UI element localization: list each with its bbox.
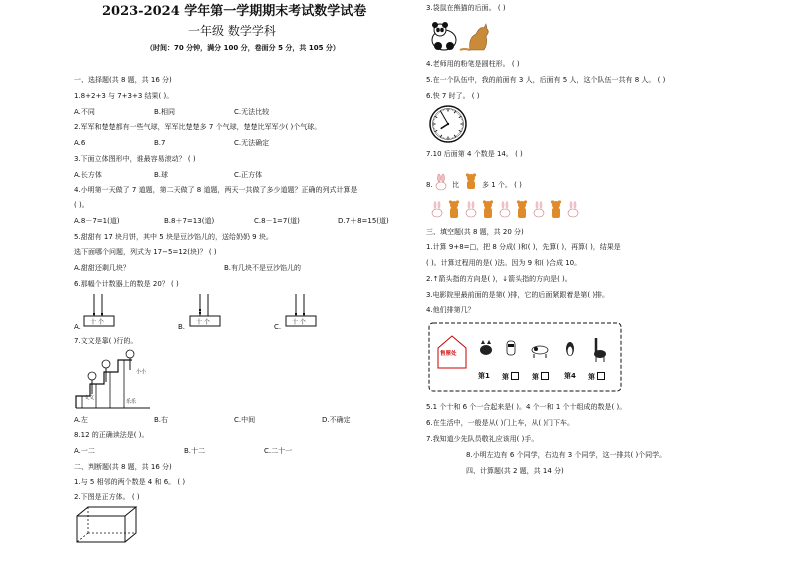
choice-q5-b[interactable]: B.有几块不是豆沙馅儿的	[224, 264, 302, 272]
fill-q1-cont: ( )。计算过程用的是( )法。因为 9 和( )合成 10。	[426, 259, 582, 267]
choice-q3: 3.下面立体图形中，谁最容易滚动？ ( )	[74, 155, 196, 163]
page-subtitle: 一年级 数学学科	[188, 24, 276, 38]
choice-q7-b[interactable]: B.右	[154, 416, 169, 424]
rank-4: 第4	[564, 372, 576, 380]
exam-note: （时间：70 分钟，满分 100 分，卷面分 5 分，共 105 分）	[146, 44, 340, 52]
clock-icon	[428, 104, 468, 144]
choice-q1-a[interactable]: A.不同	[74, 108, 95, 116]
judge-q6: 6.快 7 时了。 ( )	[426, 92, 480, 100]
stairs-name-wenwen: 文文	[84, 395, 95, 401]
choice-q6: 6.那幅个计数器上的数是 20？ ( )	[74, 280, 179, 288]
bear-icon	[464, 173, 478, 191]
choice-q5: 5.甜甜有 17 块月饼，其中 5 块是豆沙馅儿的，送给奶奶 9 块。	[74, 233, 273, 241]
fill-q3: 3.电影院里最前面的是第( )排，它的后面紧跟着是第( )排。	[426, 291, 610, 299]
rabbit-icon	[500, 201, 510, 217]
rank-5-box[interactable]	[597, 372, 605, 380]
choice-q5-a[interactable]: A.甜甜还剩几块？	[74, 264, 130, 272]
choice-q4-b[interactable]: B.8＋7=13(道)	[164, 217, 215, 225]
abacus-label-b: 十 个	[196, 319, 210, 326]
ticket-office-label: 售票处	[440, 351, 457, 357]
fill-q1: 1.计算 9+8=□，把 8 分成( )和( )，先算( )，再算( )，结果是	[426, 243, 621, 251]
choice-q2-b[interactable]: B.7	[154, 139, 166, 147]
fill-q8: 8.小明左边有 6 个同学，右边有 3 个同学，这一排共( )个同学。	[466, 451, 667, 459]
section-choice: 一、选择题(共 8 题，共 16 分)	[74, 76, 172, 84]
choice-q8-b[interactable]: B.十二	[184, 447, 206, 455]
page-title: 2023-2024 学年第一学期期末考试数学试卷	[102, 4, 367, 19]
choice-q7-c[interactable]: C.中间	[234, 416, 256, 424]
dog-icon	[507, 341, 515, 355]
choice-q7: 7.文文是靠( )行的。	[74, 337, 138, 345]
judge-q8-num: 8.	[426, 181, 433, 189]
choice-q2-c[interactable]: C.无法确定	[234, 139, 270, 147]
animals-figure	[430, 22, 500, 52]
section-calc: 四、计算题(共 2 题，共 14 分)	[466, 467, 564, 475]
bear-icon	[517, 200, 527, 218]
rank-3-box[interactable]	[541, 372, 549, 380]
choice-q4-cont: ( )。	[74, 201, 89, 209]
rabbit-icon	[568, 201, 578, 217]
choice-q6-a[interactable]: A.	[74, 323, 81, 331]
choice-q2: 2.军军和楚楚都有一些气球，军军比楚楚多 7 个气球，楚楚比军军少( )个气球。	[74, 123, 322, 131]
kangaroo-icon	[460, 24, 488, 50]
rank-2-box[interactable]	[511, 372, 519, 380]
choice-q1-b[interactable]: B.相同	[154, 108, 176, 116]
choice-q6-c[interactable]: C.	[274, 323, 282, 331]
rank-2[interactable]: 第	[502, 372, 519, 382]
choice-q4-c[interactable]: C.8－1=7(道)	[254, 217, 300, 225]
section-fill: 三、填空题(共 8 题，共 20 分)	[426, 228, 524, 236]
abacus-figures	[74, 292, 404, 332]
choice-q3-b[interactable]: B.球	[154, 171, 169, 179]
choice-q3-a[interactable]: A.长方体	[74, 171, 102, 179]
choice-q3-c[interactable]: C.正方体	[234, 171, 263, 179]
judge-q3: 3.袋鼠在熊猫的后面。 ( )	[426, 4, 506, 12]
bear-icon	[551, 200, 561, 218]
judge-q8-mid: 比	[452, 181, 459, 189]
judge-q5: 5.在一个队伍中，我的前面有 3 人，后面有 5 人，这个队伍一共有 8 人。 ( )	[426, 76, 666, 84]
rabbit-icon	[432, 201, 442, 217]
choice-q2-a[interactable]: A.6	[74, 139, 86, 147]
judge-q2: 2.下图是正方体。 ( )	[74, 493, 140, 501]
fill-q6: 6.在生活中，一般是从( )门上车，从( )门下车。	[426, 419, 575, 427]
choice-q1-c[interactable]: C.无法比较	[234, 108, 270, 116]
section-judge: 二、判断题(共 8 题，共 16 分)	[74, 463, 172, 471]
judge-q4: 4.老师用的粉笔是圆柱形。 ( )	[426, 60, 520, 68]
judge-q8-post: 多 1 个。 ( )	[482, 181, 522, 189]
rabbit-icon	[466, 201, 476, 217]
stairs-name-lele: 乐乐	[126, 399, 137, 405]
choice-q5-cont: 选下面哪个问题，列式为 17−5=12(块)？ ( )	[74, 248, 217, 256]
choice-q8: 8.12 的正确读法是( )。	[74, 431, 149, 439]
panda-icon	[432, 22, 456, 50]
rabbits-bears-row	[430, 198, 590, 220]
choice-q4-d[interactable]: D.7＋8=15(道)	[338, 217, 389, 225]
fill-q7: 7.我知道少先队员敬礼应该用( )手。	[426, 435, 539, 443]
fill-q4: 4.他们排第几？	[426, 306, 475, 314]
choice-q1: 1.8+2+3 与 7+3+3 结果( )。	[74, 92, 174, 100]
choice-q4: 4.小明第一天做了 7 道题，第二天做了 8 道题，两天一共做了多少道题？正确的列式计算是	[74, 186, 358, 194]
choice-q4-a[interactable]: A.8－7=1(道)	[74, 217, 120, 225]
abacus-label-c: 十 个	[292, 319, 306, 326]
abacus-label-a: 十 个	[90, 319, 104, 326]
choice-q7-d[interactable]: D.不确定	[322, 416, 351, 424]
choice-q7-a[interactable]: A.左	[74, 416, 88, 424]
penguin-icon	[566, 342, 574, 356]
choice-q8-a[interactable]: A.一二	[74, 447, 95, 455]
bear-icon	[449, 200, 459, 218]
choice-q8-c[interactable]: C.二十一	[264, 447, 293, 455]
bear-icon	[483, 200, 493, 218]
judge-q1: 1.与 5 相邻的两个数是 4 和 6。 ( )	[74, 478, 186, 486]
cuboid-icon	[76, 506, 140, 544]
rank-5[interactable]: 第	[588, 372, 605, 382]
stairs-name-xiaoxiao: 小小	[136, 369, 147, 375]
choice-q6-b[interactable]: B.	[178, 323, 186, 331]
rabbit-icon	[434, 175, 448, 191]
queue-figure	[428, 322, 624, 394]
fill-q2: 2.↑箭头指的方向是( )，↓箭头指的方向是( )。	[426, 275, 572, 283]
rabbit-icon	[534, 201, 544, 217]
rank-3[interactable]: 第	[532, 372, 549, 382]
judge-q7: 7.10 后面第 4 个数是 14。 ( )	[426, 150, 523, 158]
rank-1: 第1	[478, 372, 490, 380]
fill-q5: 5.1 个十和 6 个一合起来是( )。4 个一和 1 个十组成的数是( )。	[426, 403, 627, 411]
